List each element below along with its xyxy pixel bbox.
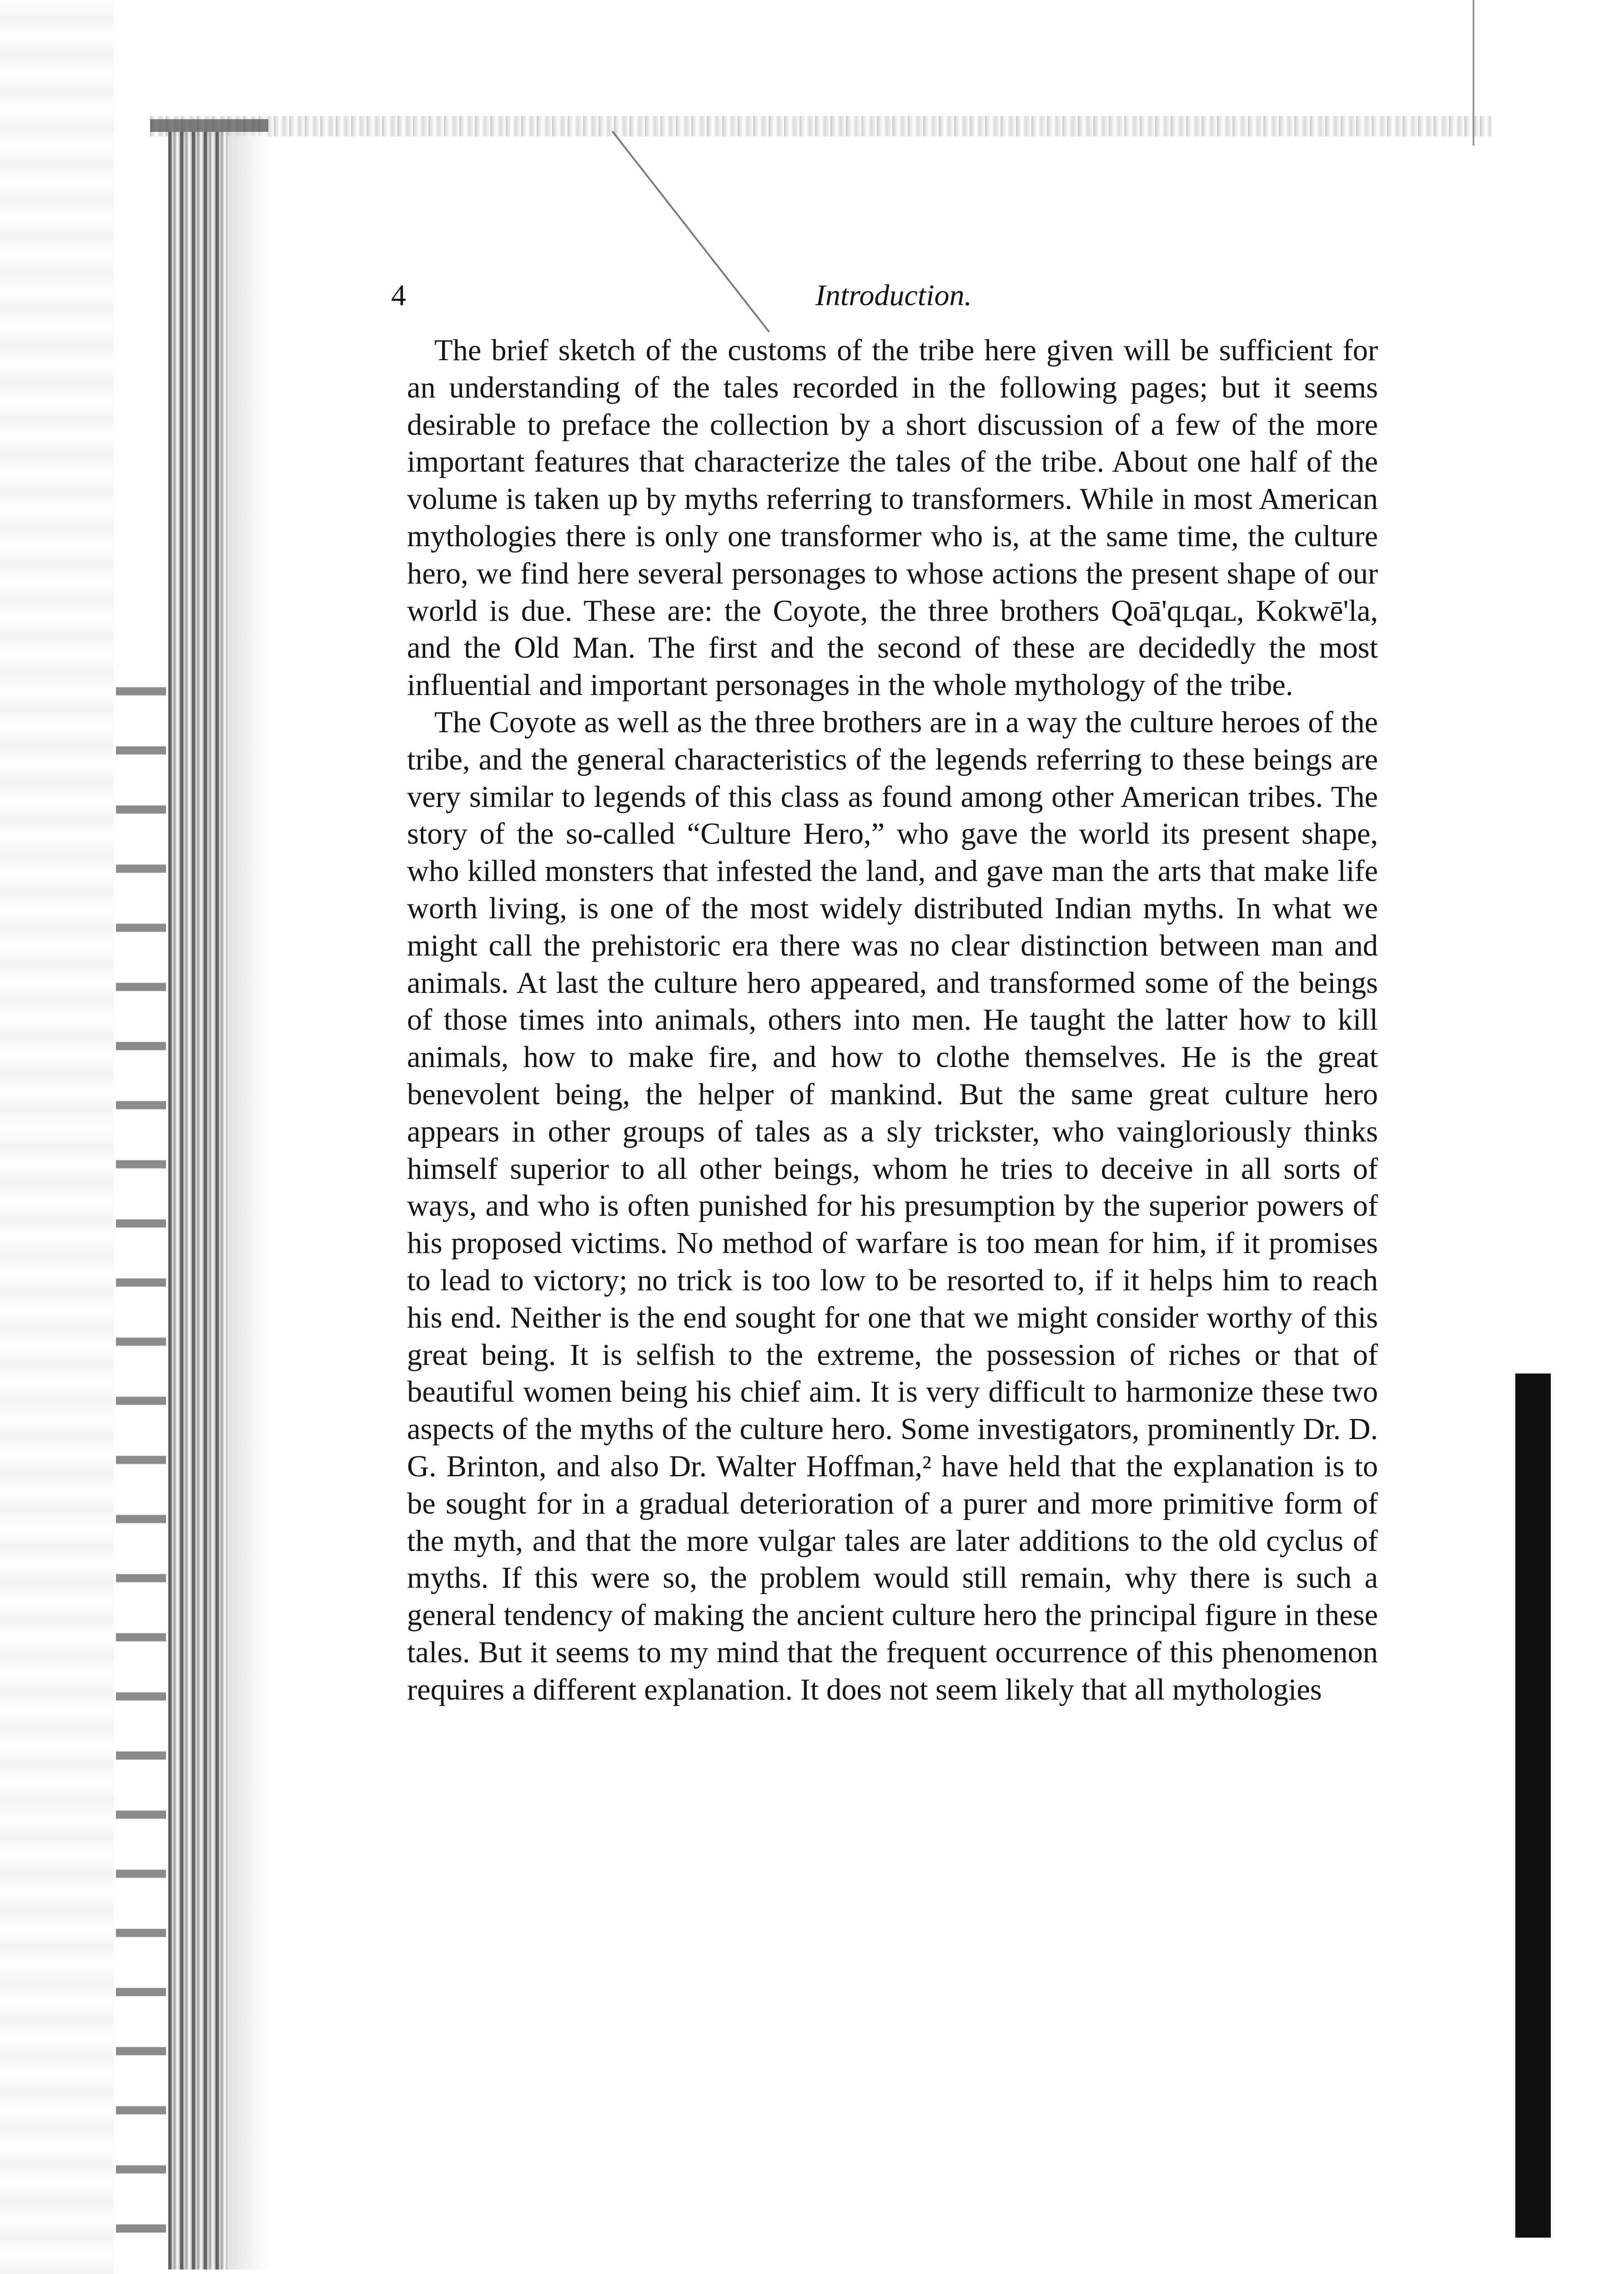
body-text bbox=[407, 332, 1378, 1708]
page-header bbox=[391, 271, 1396, 321]
scan-gutter bbox=[0, 0, 114, 2274]
paragraph-1: The brief sketch of the customs of the tribe here given will be sufficient for an understanding of the tales recorded in the following pages; but it seems desirable to preface the collection by a short discussion of a few of the more important features that characterize the tales of the tribe. About one half of the volume is taken up by myths referring to transformers. While in most American mythologies there is only one transformer who is, at the same time, the culture hero, we find here several personages to whose actions the present shape of our world is due. These are: the Coyote, the three brothers Qoā'qʟqaʟ, Kokwē'la, and the Old Man. The first and the second of these are decidedly the most influential and important personages in the whole mythology of the tribe. bbox=[407, 334, 1378, 702]
margin-marks bbox=[116, 659, 166, 2251]
page-number: 4 bbox=[391, 279, 406, 312]
right-edge-line bbox=[1473, 0, 1474, 146]
scan-top-edge-dark bbox=[150, 119, 268, 132]
running-head: Introduction. bbox=[815, 279, 972, 312]
right-edge-shadow bbox=[1515, 1373, 1551, 2238]
binding-shadow bbox=[227, 132, 268, 2269]
book-binding-edge bbox=[168, 132, 227, 2269]
scan-top-edge bbox=[150, 116, 1492, 136]
paragraph-2: The Coyote as well as the three brothers are in a way the culture heroes of the tribe, and the general characteristics of the legends referring to these beings are very similar to legends of this class as found among other American tribes. The story of the so-called “Culture Hero,” who gave the world its present shape, who killed monsters that infested the land, and gave man the arts that make life worth living, is one of the most widely distributed Indian myths. In what we might call the prehistoric era there was no clear distinction between man and animals. At last the culture hero appeared, and transformed some of the beings of those times into animals, others into men. He taught the latter how to kill animals, how to make fire, and how to clothe themselves. He is the great benevolent being, the helper of mankind. But the same great culture hero appears in other groups of tales as a sly trickster, who vaingloriously thinks himself superior to all other beings, whom he tries to deceive in all sorts of ways, and who is often punished for his presumption by the superior powers of his proposed victims. No method of warfare is too mean for him, if it promises to lead to victory; no trick is too low to be resorted to, if it helps him to reach his end. Neither is the end sought for one that we might consider worthy of this great being. It is selfish to the extreme, the possession of riches or that of beautiful women being his chief aim. It is very difficult to harmonize these two aspects of the myths of the culture hero. Some investigators, prominently Dr. D. G. Brinton, and also Dr. Walter Hoffman,² have held that the explanation is to be sought for in a gradual deterioration of a purer and more primitive form of the myth, and that the more vulgar tales are later additions to the old cyclus of myths. If this were so, the problem would still remain, why there is such a general tendency of making the ancient culture hero the principal figure in these tales. But it seems to my mind that the frequent occurrence of this phenomenon requires a different explanation. It does not seem likely that all mythologies bbox=[407, 705, 1378, 1706]
